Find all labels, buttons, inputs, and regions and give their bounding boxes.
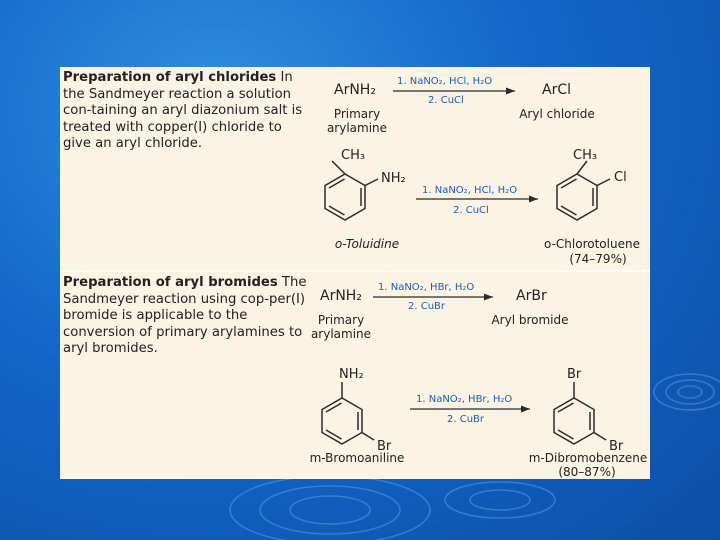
general-reactant-label: Primary bbox=[333, 107, 381, 121]
substituent-chloro: Cl bbox=[614, 170, 627, 185]
benzene-ring bbox=[554, 382, 606, 444]
reagent-step-1: 1. NaNO₂, HCl, H₂O bbox=[397, 76, 493, 87]
arrow-head bbox=[484, 294, 493, 301]
benzene-ring bbox=[557, 161, 610, 220]
reagent-step-2: 2. CuCl bbox=[453, 205, 489, 216]
arrow-head bbox=[521, 406, 530, 413]
aryl-chlorides-section bbox=[60, 67, 650, 270]
aryl-bromides-text: The Sandmeyer reaction using cop-per(I) bromide is applicable to the conversion of primary arylamines to aryl bromides. bbox=[63, 275, 307, 356]
aryl-bromides-heading: Preparation of aryl bromides bbox=[63, 275, 278, 290]
reagent-step-1: 1. NaNO₂, HBr, H₂O bbox=[416, 394, 513, 405]
benzene-ring bbox=[322, 382, 374, 444]
general-product: ArCl bbox=[542, 82, 571, 98]
substituent-bromo: Br bbox=[609, 439, 624, 454]
general-reactant: ArNH₂ bbox=[334, 82, 376, 98]
general-product: ArBr bbox=[516, 288, 547, 304]
general-reactant-label: arylamine bbox=[326, 121, 388, 135]
reagent-step-2: 2. CuBr bbox=[447, 414, 485, 425]
product-yield: (74–79%) bbox=[569, 252, 627, 266]
general-product-label: Aryl chloride bbox=[519, 107, 595, 121]
aryl-chlorides-text: In the Sandmeyer reaction a solution con-taining an aryl diazonium salt is treated with copper(I) chloride to give an aryl chloride. bbox=[63, 70, 303, 151]
substituent-bromo: Br bbox=[377, 439, 392, 454]
example-product-name: o-Chlorotoluene bbox=[544, 237, 640, 251]
substituent-amino: NH₂ bbox=[381, 171, 406, 186]
general-reactant-label: arylamine bbox=[310, 327, 372, 341]
substituent-methyl: CH₃ bbox=[341, 148, 366, 163]
aryl-chlorides-heading: Preparation of aryl chlorides bbox=[63, 70, 277, 85]
reagent-step-2: 2. CuBr bbox=[408, 301, 446, 312]
example-reactant-name: o-Toluidine bbox=[334, 237, 400, 251]
reagent-step-1: 1. NaNO₂, HCl, H₂O bbox=[422, 185, 518, 196]
example-product-name: m-Dibromobenzene bbox=[528, 451, 648, 465]
reagent-step-1: 1. NaNO₂, HBr, H₂O bbox=[378, 282, 475, 293]
reagent-step-2: 2. CuCl bbox=[428, 95, 464, 106]
product-yield: (80–87%) bbox=[558, 465, 616, 479]
general-reactant-label: Primary bbox=[317, 313, 365, 327]
arrow-head bbox=[529, 196, 538, 203]
reaction-panel bbox=[60, 67, 650, 479]
general-product-label: Aryl bromide bbox=[491, 313, 569, 327]
substituent-amino: NH₂ bbox=[339, 367, 364, 382]
aryl-bromides-scheme bbox=[60, 272, 650, 479]
general-reactant: ArNH₂ bbox=[320, 288, 362, 304]
aryl-chlorides-scheme bbox=[60, 67, 650, 270]
substituent-bromo: Br bbox=[567, 367, 582, 382]
aryl-bromides-section bbox=[60, 272, 650, 479]
benzene-ring bbox=[325, 161, 378, 220]
substituent-methyl: CH₃ bbox=[573, 148, 598, 163]
arrow-head bbox=[506, 88, 515, 95]
example-reactant-name: m-Bromoaniline bbox=[309, 451, 405, 465]
